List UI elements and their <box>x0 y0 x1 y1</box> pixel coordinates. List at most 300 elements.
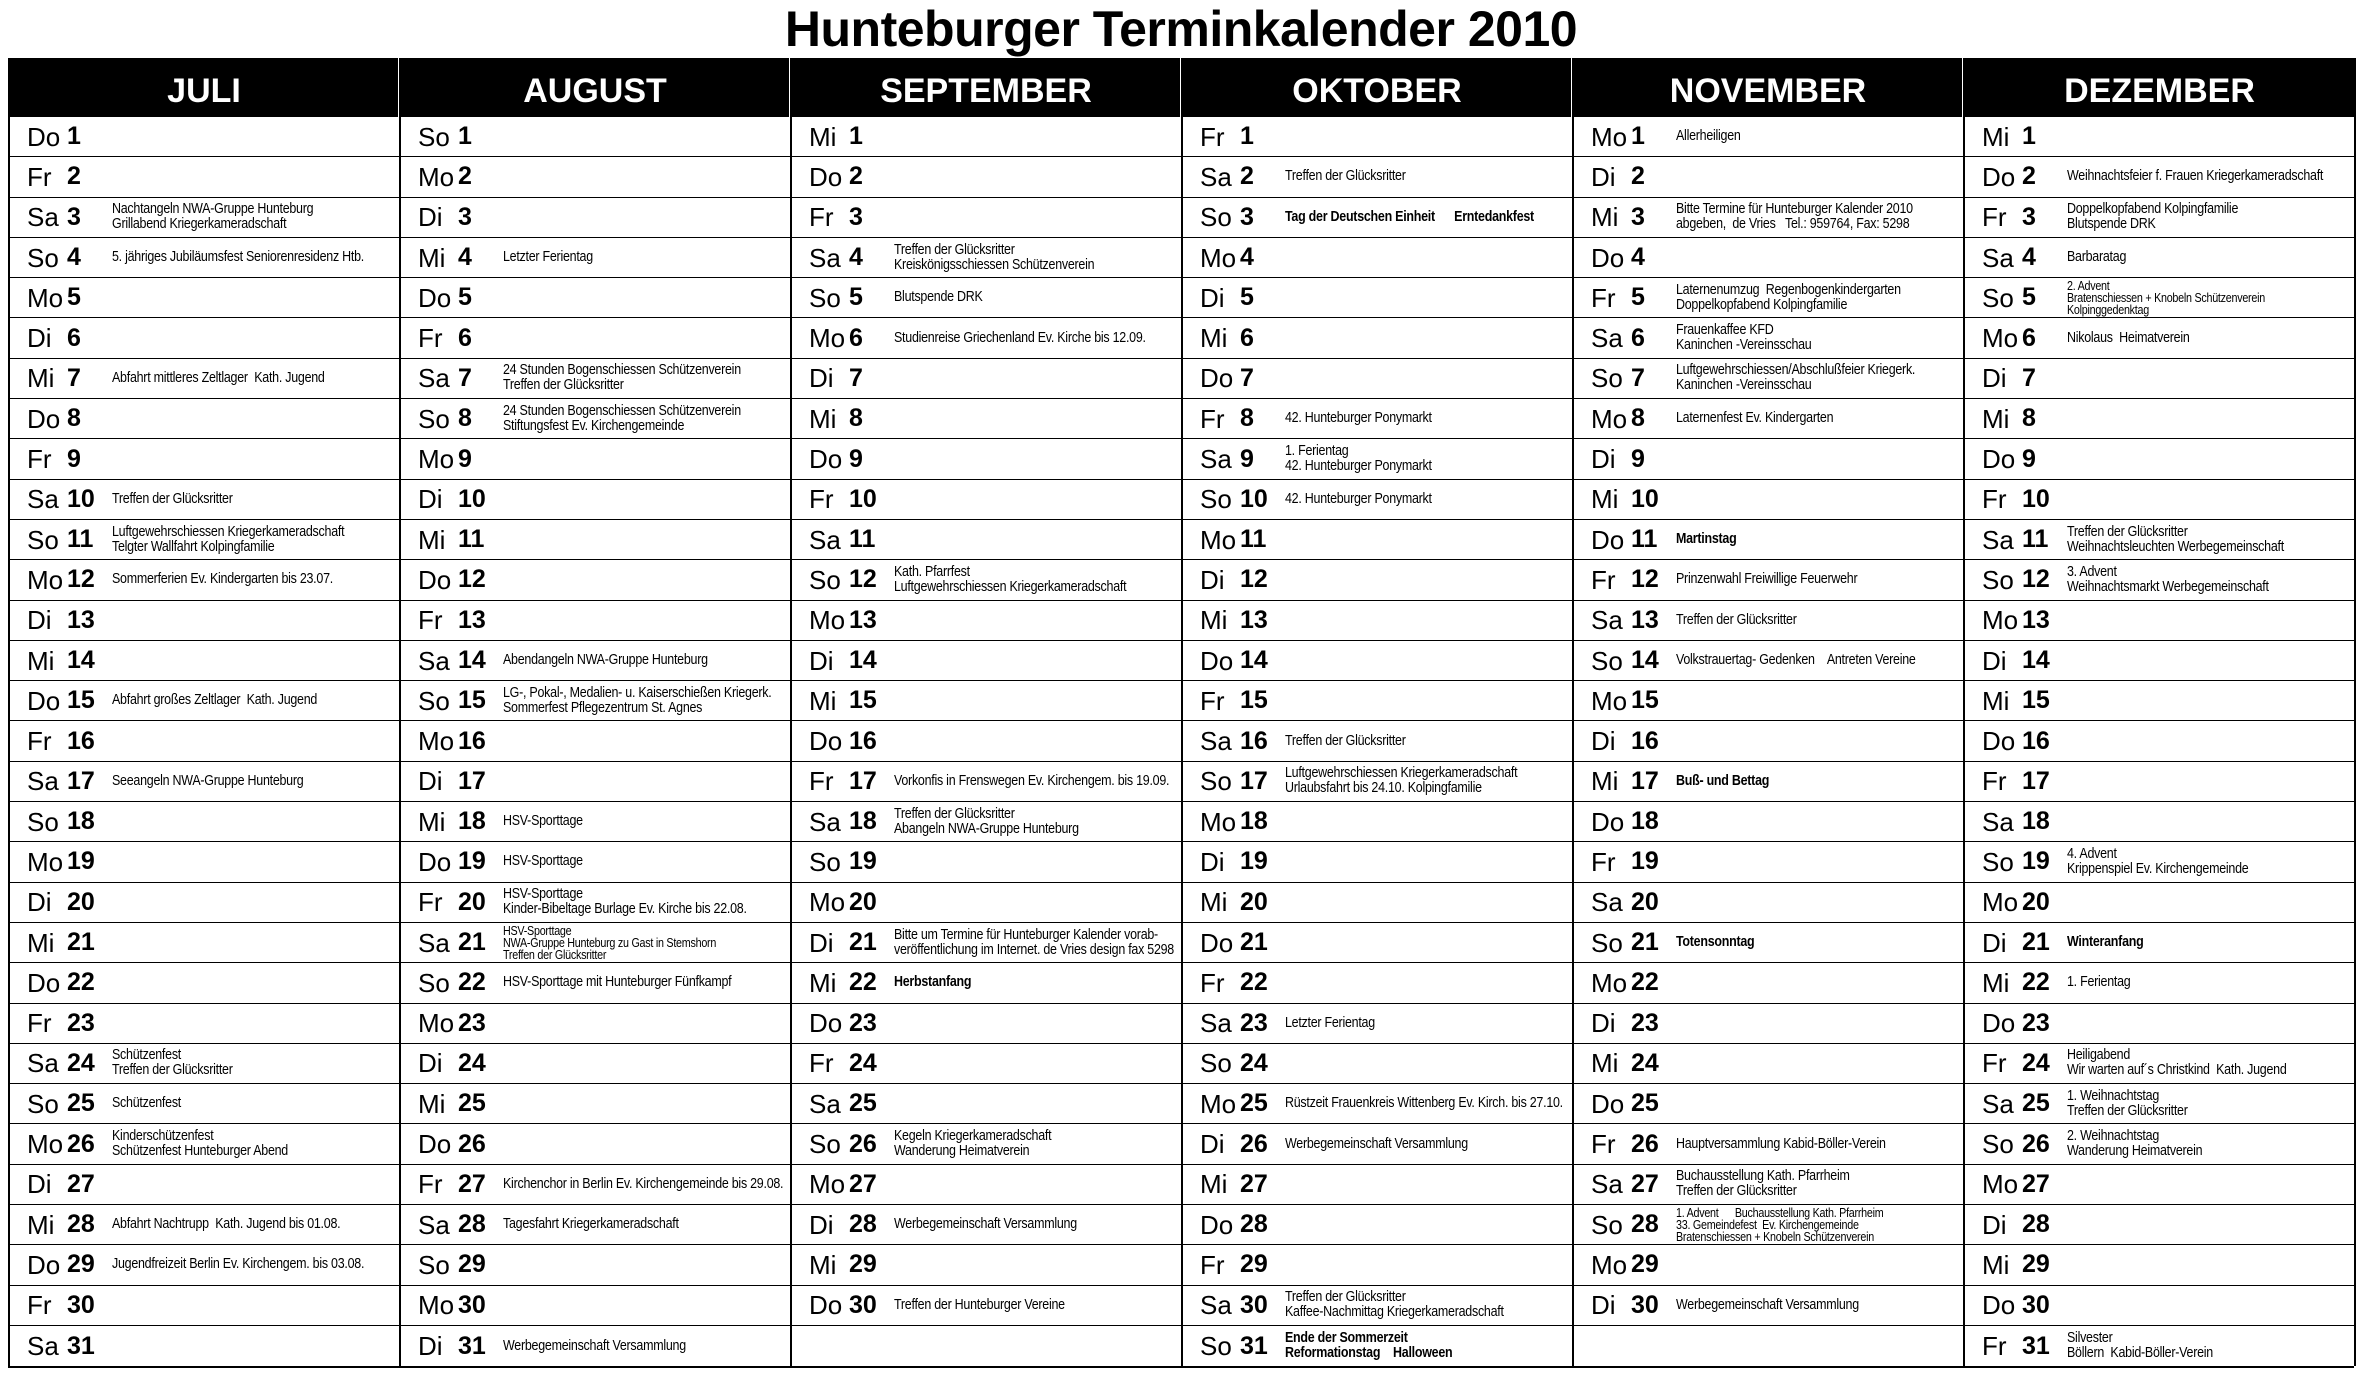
day-row <box>1183 318 1572 358</box>
weekday-label: Sa <box>1200 1290 1232 1321</box>
weekday-label: Do <box>27 121 61 152</box>
weekday-label: Fr <box>27 1290 52 1321</box>
day-number: 22 <box>1631 968 1659 997</box>
day-row <box>1183 681 1572 721</box>
weekday-label: Di <box>809 363 834 394</box>
day-number: 21 <box>1240 928 1268 957</box>
day-row <box>1183 1165 1572 1205</box>
weekday-label: Mo <box>27 282 64 313</box>
day-row <box>1183 1084 1572 1124</box>
weekday-label: Mo <box>1591 685 1628 716</box>
event-text: Frauenkaffee KFD Kaninchen -Vereinsschau <box>1676 322 1812 354</box>
day-number: 18 <box>2022 807 2050 836</box>
day-row <box>792 1084 1181 1124</box>
day-number: 11 <box>849 525 876 554</box>
day-number: 6 <box>2022 323 2036 352</box>
weekday-label: Sa <box>418 927 450 958</box>
weekday-label: Fr <box>809 1048 834 1079</box>
weekday-label: So <box>1200 766 1232 797</box>
event-text: Blutspende DRK <box>894 289 983 306</box>
day-number: 9 <box>1631 444 1645 473</box>
day-row <box>10 1326 399 1366</box>
weekday-label: Mi <box>809 1249 837 1280</box>
day-row <box>1965 359 2354 399</box>
day-row <box>792 681 1181 721</box>
weekday-label: Mo <box>1982 887 2019 918</box>
weekday-label: Di <box>418 1331 443 1362</box>
weekday-label: Sa <box>1200 1008 1232 1039</box>
day-row <box>792 721 1181 761</box>
event-text: 24 Stunden Bogenschiessen Schützenverein Treffen der Glücksritter <box>503 362 741 394</box>
event-text: Buß- und Bettag <box>1676 772 1770 789</box>
day-number: 22 <box>2022 968 2050 997</box>
weekday-label: Mi <box>418 524 446 555</box>
event-text: Letzter Ferientag <box>1285 1014 1375 1031</box>
day-number: 23 <box>1631 1008 1659 1037</box>
weekday-label: Sa <box>1591 323 1623 354</box>
event-text: Nikolaus Heimatverein <box>2067 329 2190 346</box>
day-row <box>1965 1044 2354 1084</box>
day-number: 3 <box>2022 202 2036 231</box>
day-number: 21 <box>849 928 877 957</box>
day-number: 7 <box>2022 363 2036 392</box>
day-row <box>1183 641 1572 681</box>
event-text: Bitte um Termine für Hunteburger Kalender vorab- veröffentlichung im Internet. de Vries design fax 5298 <box>894 926 1174 958</box>
day-number: 19 <box>1240 847 1268 876</box>
day-row <box>1574 681 1963 721</box>
day-number: 23 <box>67 1008 95 1037</box>
weekday-label: Fr <box>1200 403 1225 434</box>
weekday-label: Do <box>809 726 843 757</box>
day-row <box>792 278 1181 318</box>
day-number: 10 <box>2022 484 2050 513</box>
day-number: 20 <box>67 887 95 916</box>
event-text: Ende der Sommerzeit Reformationstag Halloween <box>1285 1330 1453 1362</box>
day-row <box>792 157 1181 197</box>
day-row <box>1183 721 1572 761</box>
month-header: OKTOBER <box>1183 58 1572 117</box>
event-text: Luftgewehrschiessen/Abschlußfeier Kriegerk. Kaninchen -Vereinsschau <box>1676 362 1916 394</box>
day-row <box>792 198 1181 238</box>
weekday-label: So <box>1200 1331 1232 1362</box>
day-number: 19 <box>67 847 95 876</box>
event-text: Tagesfahrt Kriegerkameradschaft <box>503 1216 679 1233</box>
event-text: Buchausstellung Kath. Pfarrheim Treffen der Glücksritter <box>1676 1168 1850 1200</box>
day-number: 31 <box>1240 1331 1268 1360</box>
day-row <box>1965 842 2354 882</box>
day-row <box>10 762 399 802</box>
day-row <box>401 883 790 923</box>
event-text: Werbegemeinschaft Versammlung <box>1676 1296 1859 1313</box>
day-row <box>1574 1286 1963 1326</box>
day-number: 6 <box>67 323 81 352</box>
weekday-label: Do <box>1200 927 1234 958</box>
event-text: Werbegemeinschaft Versammlung <box>1285 1135 1468 1152</box>
day-row <box>1574 399 1963 439</box>
day-number: 9 <box>1240 444 1254 473</box>
day-row <box>1183 560 1572 600</box>
weekday-label: Fr <box>27 1008 52 1039</box>
day-row <box>1965 1245 2354 1285</box>
day-row <box>792 1044 1181 1084</box>
month-column-september <box>792 58 1183 1366</box>
day-number: 12 <box>849 565 877 594</box>
weekday-label: Di <box>27 605 52 636</box>
day-row <box>1574 278 1963 318</box>
day-number: 25 <box>67 1089 95 1118</box>
weekday-label: Di <box>1982 363 2007 394</box>
event-text: Silvester Böllern Kabid-Böller-Verein <box>2067 1330 2213 1362</box>
event-text: Letzter Ferientag <box>503 249 593 266</box>
day-number: 13 <box>1240 605 1268 634</box>
day-number: 22 <box>849 968 877 997</box>
page-title: Hunteburger Terminkalender 2010 <box>784 1 1578 57</box>
event-text: Kegeln Kriegerkameradschaft Wanderung Heimatverein <box>894 1128 1052 1160</box>
event-text: 5. jähriges Jubiläumsfest Seniorenresidenz Htb. <box>112 249 364 266</box>
day-number: 31 <box>67 1331 95 1360</box>
weekday-label: Do <box>1982 1008 2016 1039</box>
month-header: NOVEMBER <box>1574 58 1963 117</box>
weekday-label: Sa <box>27 1331 59 1362</box>
day-number: 23 <box>849 1008 877 1037</box>
event-text: HSV-Sporttage <box>503 813 583 830</box>
day-row <box>1574 802 1963 842</box>
day-list <box>1574 117 1963 1366</box>
event-text: Schützenfest Treffen der Glücksritter <box>112 1047 233 1079</box>
event-text: Treffen der Glücksritter <box>1285 168 1406 185</box>
day-row <box>792 923 1181 963</box>
day-row <box>401 278 790 318</box>
day-row <box>401 117 790 157</box>
weekday-label: Fr <box>27 726 52 757</box>
weekday-label: Mo <box>418 1008 455 1039</box>
day-row <box>1183 399 1572 439</box>
day-row <box>10 1004 399 1044</box>
day-number: 11 <box>67 525 94 554</box>
weekday-label: Mi <box>1200 323 1228 354</box>
weekday-label: Mo <box>1982 605 2019 636</box>
weekday-label: Mi <box>809 121 837 152</box>
day-row <box>10 198 399 238</box>
weekday-label: Fr <box>1982 202 2007 233</box>
day-row <box>1965 802 2354 842</box>
event-text: Laternenumzug Regenbogenkindergarten Doppelkopfabend Kolpingfamilie <box>1676 281 1901 313</box>
day-row <box>1183 238 1572 278</box>
weekday-label: Fr <box>418 887 443 918</box>
day-row <box>10 883 399 923</box>
day-row <box>1965 157 2354 197</box>
weekday-label: Sa <box>1982 242 2014 273</box>
month-column-dezember <box>1965 58 2356 1366</box>
month-header: DEZEMBER <box>1965 58 2354 117</box>
day-row <box>1965 1084 2354 1124</box>
day-row <box>1183 963 1572 1003</box>
event-text: Nachtangeln NWA-Gruppe Hunteburg Grillabend Kriegerkameradschaft <box>112 201 314 233</box>
day-row <box>1574 359 1963 399</box>
day-row <box>1965 117 2354 157</box>
day-row <box>792 1286 1181 1326</box>
weekday-label: So <box>1200 484 1232 515</box>
day-row <box>1574 157 1963 197</box>
day-row <box>10 520 399 560</box>
day-number: 14 <box>2022 646 2050 674</box>
weekday-label: Sa <box>1982 806 2014 837</box>
weekday-label: Do <box>809 161 843 192</box>
day-number: 3 <box>67 202 81 231</box>
weekday-label: Mi <box>418 242 446 273</box>
day-row <box>792 117 1181 157</box>
weekday-label: So <box>1591 927 1623 958</box>
weekday-label: Do <box>1200 363 1234 394</box>
day-row <box>10 1165 399 1205</box>
event-text: Luftgewehrschiessen Kriegerkameradschaft Urlaubsfahrt bis 24.10. Kolpingfamilie <box>1285 765 1518 797</box>
day-row <box>792 318 1181 358</box>
day-number: 25 <box>1631 1089 1659 1118</box>
day-number: 2 <box>458 162 472 191</box>
day-number: 10 <box>1631 484 1659 513</box>
day-number: 4 <box>458 243 472 272</box>
day-number: 29 <box>1240 1250 1268 1279</box>
day-number: 13 <box>2022 605 2050 634</box>
weekday-label: Di <box>27 887 52 918</box>
event-text: Abfahrt großes Zeltlager Kath. Jugend <box>112 692 318 709</box>
weekday-label: Do <box>1591 806 1625 837</box>
weekday-label: Mo <box>27 1129 64 1160</box>
day-number: 17 <box>458 766 486 795</box>
weekday-label: Di <box>418 1048 443 1079</box>
weekday-label: So <box>1591 1209 1623 1240</box>
weekday-label: Fr <box>809 484 834 515</box>
weekday-label: Do <box>1982 1290 2016 1321</box>
day-row <box>1183 439 1572 479</box>
day-number: 14 <box>458 646 486 674</box>
day-row <box>401 560 790 600</box>
calendar-grid <box>8 58 2354 1368</box>
weekday-label: Fr <box>1591 564 1616 595</box>
day-row <box>792 601 1181 641</box>
day-row <box>401 681 790 721</box>
day-number: 27 <box>1631 1169 1659 1198</box>
day-number: 5 <box>458 283 472 312</box>
event-text: Kath. Pfarrfest Luftgewehrschiessen Kriegerkameradschaft <box>894 563 1127 595</box>
weekday-label: So <box>1200 202 1232 233</box>
day-row <box>401 721 790 761</box>
weekday-label: So <box>418 121 450 152</box>
day-number: 26 <box>67 1129 95 1158</box>
day-number: 25 <box>1240 1089 1268 1118</box>
day-number: 1 <box>2022 122 2036 151</box>
day-number: 2 <box>2022 162 2036 191</box>
day-number: 4 <box>849 243 863 272</box>
day-list <box>1183 117 1572 1366</box>
day-row <box>1183 1245 1572 1285</box>
day-row <box>1574 1205 1963 1245</box>
day-number: 5 <box>67 283 81 312</box>
day-number: 11 <box>2022 525 2049 554</box>
day-number: 10 <box>849 484 877 513</box>
day-row <box>1574 318 1963 358</box>
day-number: 30 <box>2022 1290 2050 1319</box>
event-text: 24 Stunden Bogenschiessen Schützenverein Stiftungsfest Ev. Kirchengemeinde <box>503 402 741 434</box>
day-row <box>1965 1286 2354 1326</box>
day-row <box>1574 641 1963 681</box>
day-number: 26 <box>2022 1129 2050 1158</box>
day-number: 14 <box>1240 646 1268 674</box>
weekday-label: Mi <box>809 967 837 998</box>
weekday-label: Sa <box>418 645 450 676</box>
weekday-label: Mo <box>809 887 846 918</box>
weekday-label: Mo <box>418 1290 455 1321</box>
day-row <box>792 963 1181 1003</box>
day-number: 29 <box>849 1250 877 1279</box>
day-row <box>10 560 399 600</box>
weekday-label: Mi <box>1982 967 2010 998</box>
day-row <box>401 1326 790 1366</box>
weekday-label: Do <box>27 685 61 716</box>
weekday-label: Mo <box>418 161 455 192</box>
month-header: AUGUST <box>401 58 790 117</box>
weekday-label: Mi <box>27 1209 55 1240</box>
event-text: Vorkonfis in Frenswegen Ev. Kirchengem. bis 19.09. <box>894 772 1170 789</box>
day-row <box>1574 117 1963 157</box>
day-number: 18 <box>1240 807 1268 836</box>
event-text: Abfahrt Nachtrupp Kath. Jugend bis 01.08. <box>112 1216 341 1233</box>
event-text: Werbegemeinschaft Versammlung <box>503 1337 686 1354</box>
weekday-label: So <box>418 1249 450 1280</box>
day-number: 28 <box>849 1210 877 1239</box>
day-row <box>792 842 1181 882</box>
weekday-label: Mo <box>809 323 846 354</box>
day-number: 15 <box>458 686 486 715</box>
weekday-label: Mo <box>1591 121 1628 152</box>
day-number: 3 <box>849 202 863 231</box>
weekday-label: Mo <box>1982 1169 2019 1200</box>
day-number: 3 <box>1240 202 1254 231</box>
day-row <box>10 1044 399 1084</box>
weekday-label: Fr <box>1982 1331 2007 1362</box>
day-number: 19 <box>1631 847 1659 876</box>
day-row <box>1574 601 1963 641</box>
day-number: 27 <box>849 1169 877 1198</box>
day-list <box>792 117 1181 1366</box>
day-row <box>1965 1205 2354 1245</box>
weekday-label: So <box>27 1088 59 1119</box>
day-row <box>401 480 790 520</box>
weekday-label: Fr <box>418 1169 443 1200</box>
weekday-label: Mo <box>1200 242 1237 273</box>
weekday-label: Do <box>1982 444 2016 475</box>
weekday-label: Fr <box>1200 685 1225 716</box>
day-row <box>792 560 1181 600</box>
day-number: 8 <box>1631 404 1645 433</box>
day-row <box>1574 1124 1963 1164</box>
day-row <box>1965 721 2354 761</box>
day-number: 30 <box>67 1290 95 1319</box>
weekday-label: Fr <box>27 444 52 475</box>
day-number: 16 <box>849 726 877 755</box>
day-number: 11 <box>458 525 485 554</box>
weekday-label: Fr <box>1982 766 2007 797</box>
weekday-label: Sa <box>1982 524 2014 555</box>
day-row <box>401 1004 790 1044</box>
day-row <box>792 238 1181 278</box>
day-row <box>401 802 790 842</box>
day-number: 8 <box>67 404 81 433</box>
day-number: 15 <box>1631 686 1659 715</box>
day-number: 26 <box>1631 1129 1659 1158</box>
day-number: 20 <box>2022 887 2050 916</box>
weekday-label: So <box>27 242 59 273</box>
weekday-label: Mo <box>1591 1249 1628 1280</box>
day-row <box>1183 762 1572 802</box>
day-row <box>1965 923 2354 963</box>
day-number: 9 <box>2022 444 2036 473</box>
day-row <box>10 359 399 399</box>
weekday-label: Mo <box>809 605 846 636</box>
day-number: 11 <box>1631 525 1658 554</box>
day-number: 16 <box>1631 726 1659 755</box>
weekday-label: Mo <box>1591 967 1628 998</box>
day-row <box>401 439 790 479</box>
weekday-label: Do <box>418 564 452 595</box>
day-row <box>792 1326 1181 1366</box>
weekday-label: Di <box>27 1169 52 1200</box>
weekday-label: Do <box>418 846 452 877</box>
day-number: 7 <box>1631 363 1645 392</box>
event-text: Abendangeln NWA-Gruppe Hunteburg <box>503 652 708 668</box>
day-number: 13 <box>67 605 95 634</box>
weekday-label: Sa <box>27 202 59 233</box>
day-number: 16 <box>2022 726 2050 755</box>
month-column-november <box>1574 58 1965 1366</box>
weekday-label: Fr <box>1591 1129 1616 1160</box>
day-row <box>401 1165 790 1205</box>
weekday-label: Di <box>1982 645 2007 676</box>
event-text: 1. Weihnachtstag Treffen der Glücksritter <box>2067 1087 2188 1119</box>
day-row <box>1965 480 2354 520</box>
day-row <box>1965 762 2354 802</box>
weekday-label: Do <box>1200 1209 1234 1240</box>
weekday-label: Mo <box>27 846 64 877</box>
day-row <box>1183 480 1572 520</box>
event-text: LG-, Pokal-, Medalien- u. Kaiserschießen Kriegerk. Sommerfest Pflegezentrum St. Agnes <box>503 684 772 716</box>
weekday-label: Di <box>809 1209 834 1240</box>
event-text: Schützenfest <box>112 1095 182 1112</box>
day-number: 5 <box>2022 283 2036 312</box>
day-number: 8 <box>1240 404 1254 433</box>
event-text: 1. Ferientag 42. Hunteburger Ponymarkt <box>1285 443 1432 475</box>
event-text: Treffen der Hunteburger Vereine <box>894 1296 1065 1313</box>
weekday-label: Mi <box>27 927 55 958</box>
weekday-label: Sa <box>27 1048 59 1079</box>
day-number: 2 <box>1631 162 1645 191</box>
weekday-label: Di <box>1200 564 1225 595</box>
day-row <box>1183 1205 1572 1245</box>
day-number: 24 <box>67 1048 95 1077</box>
day-row <box>1965 1165 2354 1205</box>
day-row <box>1574 439 1963 479</box>
event-text: Heiligabend Wir warten auf´s Christkind Kath. Jugend <box>2067 1047 2287 1079</box>
day-number: 17 <box>1240 766 1268 795</box>
day-number: 14 <box>67 646 95 674</box>
day-number: 1 <box>1240 122 1254 151</box>
day-number: 8 <box>849 404 863 433</box>
day-number: 8 <box>458 404 472 433</box>
day-number: 17 <box>849 766 877 795</box>
event-text: Treffen der Glücksritter Kaffee-Nachmittag Kriegerkameradschaft <box>1285 1289 1504 1321</box>
day-row <box>1574 520 1963 560</box>
day-row <box>1574 198 1963 238</box>
